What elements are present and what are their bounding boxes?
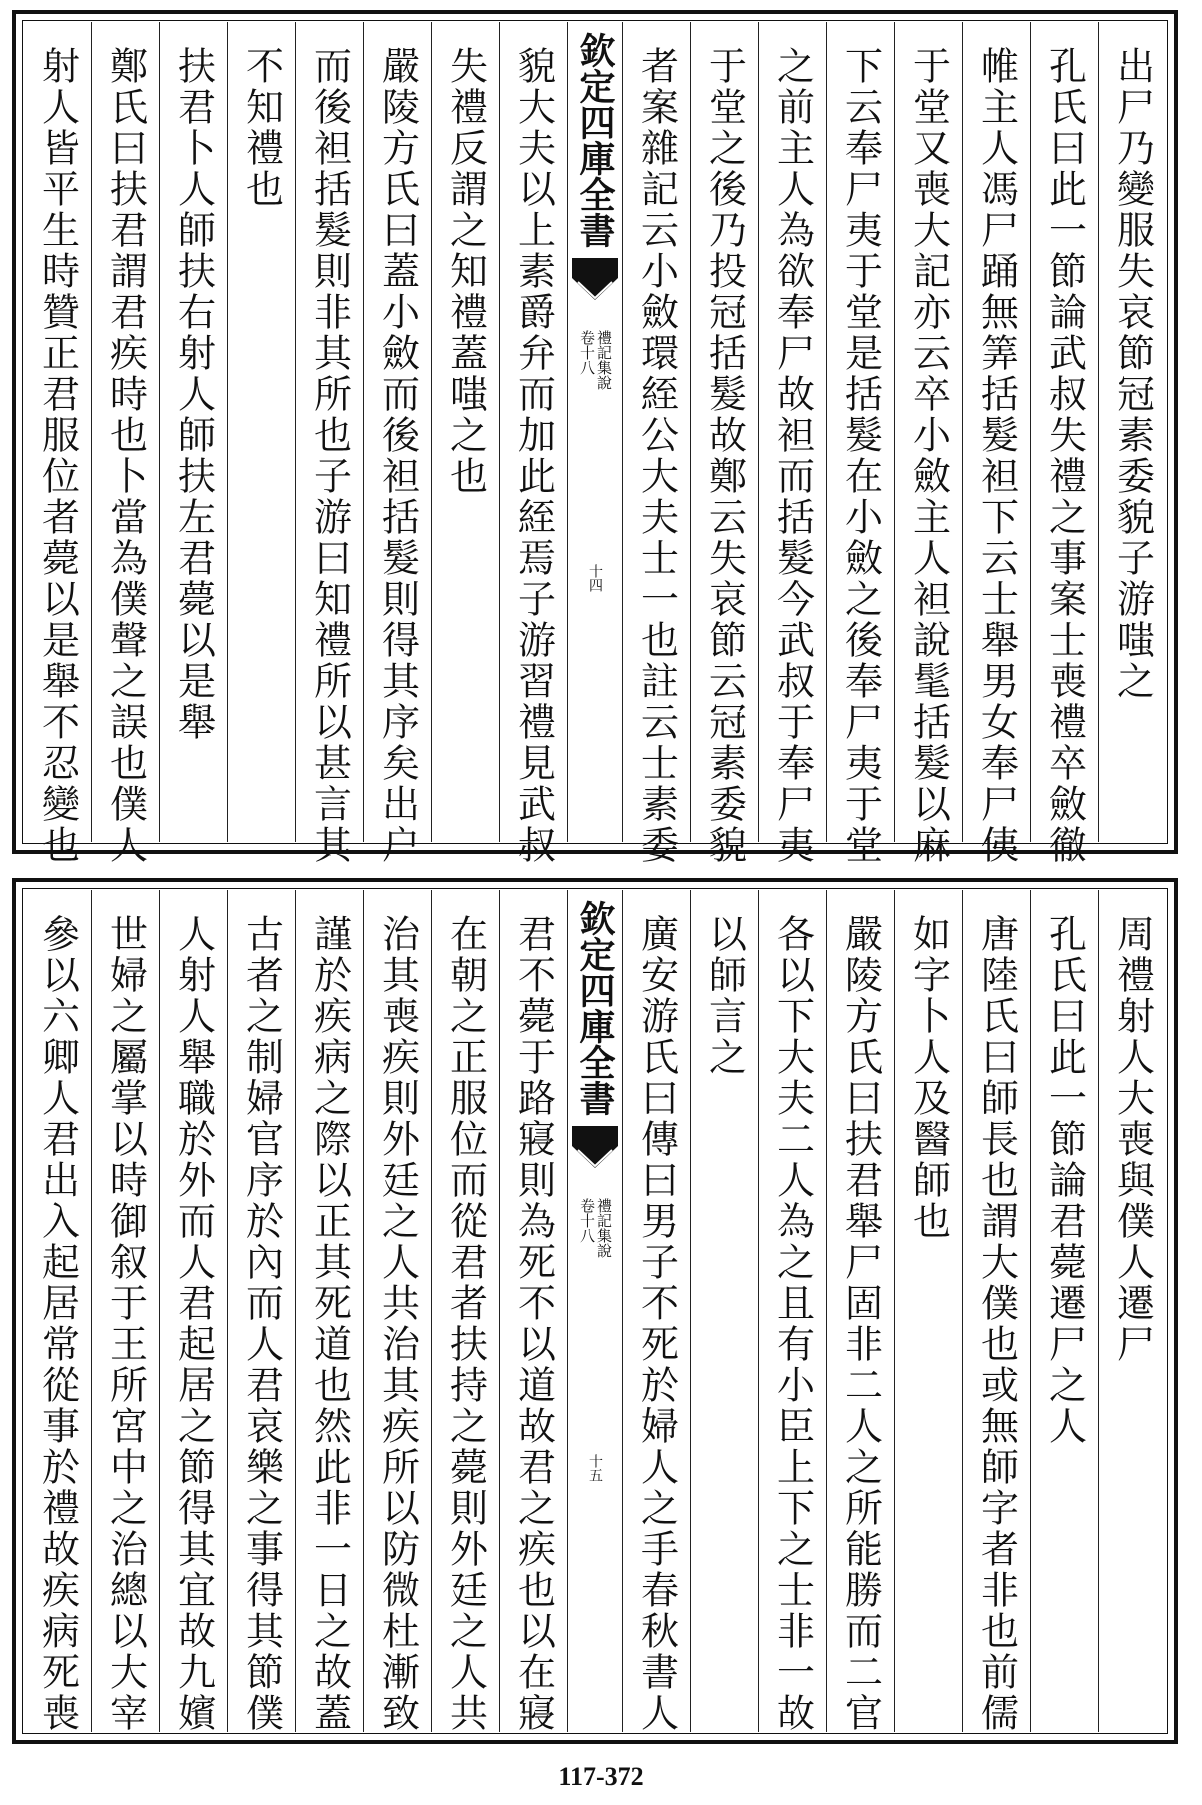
text-column [894, 22, 962, 866]
bottom-page-columns [24, 890, 1166, 1732]
column-text: 不知禮也 [239, 46, 284, 210]
column-text: 之前主人為欲奉尸故袒而括髮今武叔于奉尸夷 [770, 46, 815, 866]
text-column [758, 22, 826, 866]
column-text: 而後袒括髮則非其所也子游曰知禮所以甚言其 [307, 46, 352, 866]
fish-tail-mark-icon [570, 254, 620, 324]
column-text: 于堂又喪大記亦云卒小斂主人袒說髦括髮以麻 [906, 46, 951, 866]
text-column [826, 890, 894, 1732]
text-column [24, 22, 91, 866]
text-column [690, 890, 758, 1732]
text-column [1030, 22, 1098, 866]
banner-title-main: 禮記集說 [595, 1198, 613, 1258]
text-column [499, 890, 567, 1732]
column-text: 帷主人馮尸踊無筭括髮袒下云士舉男女奉尸侇 [974, 46, 1019, 866]
text-column [690, 22, 758, 866]
text-column [962, 890, 1030, 1732]
center-banner [567, 22, 622, 842]
column-text: 失禮反謂之知禮蓋嗤之也 [443, 46, 488, 497]
bottom-page [12, 878, 1178, 1744]
column-text: 扶君卜人師扶右射人師扶左君薨以是舉 [171, 46, 216, 743]
column-text: 各以下大夫二人為之且有小臣上下之士非一故 [770, 914, 815, 1734]
leaf-number: 十五 [587, 1454, 603, 1482]
text-column [227, 890, 295, 1732]
text-column [1030, 890, 1098, 1732]
column-text: 以師言之 [702, 914, 747, 1078]
text-column [758, 890, 826, 1732]
text-column [363, 22, 431, 866]
text-column [622, 890, 690, 1732]
column-text: 于堂之後乃投冠括髮故鄭云失哀節云冠素委貌 [702, 46, 747, 866]
column-text: 出尸乃變服失哀節冠素委貌子游嗤之 [1110, 46, 1155, 702]
column-text: 者案雜記云小斂環絰公大夫士一也註云士素委 [634, 46, 679, 866]
text-column [363, 890, 431, 1732]
column-text: 嚴陵方氏曰蓋小斂而後袒括髮則得其序矣出户 [375, 46, 420, 866]
column-text: 貌大夫以上素爵弁而加此絰焉子游習禮見武叔 [511, 46, 556, 866]
column-text: 孔氏曰此一節論君薨遷尸之人 [1042, 914, 1087, 1447]
text-column [826, 22, 894, 866]
page-code: 117-372 [558, 1762, 644, 1791]
column-text: 世婦之屬掌以時御叙于王所宮中之治總以大宰 [103, 914, 148, 1734]
column-text: 人射人舉職於外而人君起居之節得其宜故九嬪 [171, 914, 216, 1734]
text-column [159, 22, 227, 842]
column-text: 治其喪疾則外廷之人共治其疾所以防微杜漸致 [375, 914, 420, 1734]
text-column [622, 22, 690, 866]
banner-title [579, 330, 611, 390]
column-text: 孔氏曰此一節論武叔失禮之事案士喪禮卒斂徹 [1042, 46, 1087, 866]
text-column [431, 890, 499, 1732]
column-text: 嚴陵方氏曰扶君舉尸固非二人之所能勝而二官 [838, 914, 883, 1734]
text-column [91, 22, 159, 866]
text-column [499, 22, 567, 866]
text-column [1098, 22, 1166, 842]
text-column [962, 22, 1030, 866]
text-column [295, 22, 363, 866]
column-text: 射人皆平生時贊正君服位者薨以是舉不忍變也 [35, 46, 80, 866]
fish-tail-mark-icon [570, 1122, 620, 1192]
text-column [227, 22, 295, 842]
column-text: 謹於疾病之際以正其死道也然此非一日之故蓋 [307, 914, 352, 1734]
text-column [431, 22, 499, 842]
leaf-number: 十四 [587, 564, 603, 592]
column-text: 如字卜人及醫師也 [906, 914, 951, 1242]
column-text: 參以六卿人君出入起居常從事於禮故疾病死喪 [35, 914, 80, 1734]
banner-title [579, 1198, 611, 1258]
column-text: 下云奉尸夷于堂是括髮在小斂之後奉尸夷于堂 [838, 46, 883, 866]
column-text: 在朝之正服位而從君者扶持之薨則外廷之人共 [443, 914, 488, 1734]
banner-title-main: 禮記集說 [595, 330, 613, 390]
text-column [894, 890, 962, 1732]
banner-title-volume: 卷十八 [578, 330, 596, 375]
top-page [12, 10, 1178, 866]
text-column [1098, 890, 1166, 1732]
column-text: 唐陸氏曰師長也謂大僕也或無師字者非也前儒 [974, 914, 1019, 1734]
center-banner [567, 890, 622, 1732]
column-text: 鄭氏曰扶君謂君疾時也卜當為僕聲之誤也僕人 [103, 46, 148, 866]
column-text: 周禮射人大喪與僕人遷尸 [1110, 914, 1155, 1365]
banner-title-volume: 卷十八 [578, 1198, 596, 1243]
book-title: 欽定四庫全書 [574, 32, 616, 248]
top-page-columns [24, 22, 1166, 866]
text-column [24, 890, 91, 1732]
text-column [295, 890, 363, 1732]
column-text: 廣安游氏曰傳曰男子不死於婦人之手春秋書人 [634, 914, 679, 1734]
column-text: 古者之制婦官序於內而人君哀樂之事得其節僕 [239, 914, 284, 1734]
column-text: 君不薨于路寢則為死不以道故君之疾也以在寢 [511, 914, 556, 1734]
text-column [91, 890, 159, 1732]
book-title: 欽定四庫全書 [574, 900, 616, 1116]
text-column [159, 890, 227, 1732]
